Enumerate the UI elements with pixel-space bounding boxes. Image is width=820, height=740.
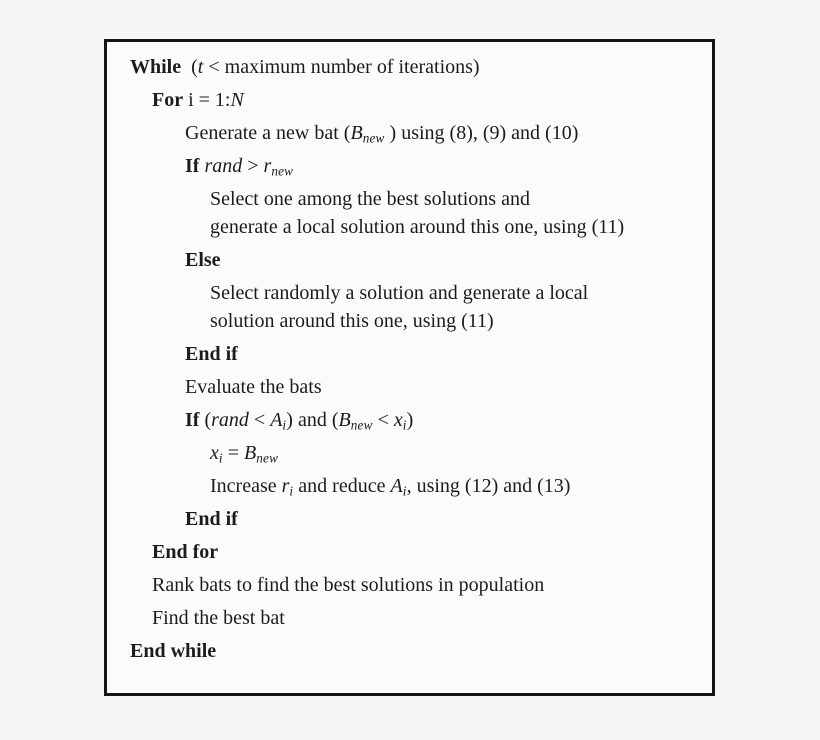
pseudocode-text: Else bbox=[185, 249, 221, 271]
pseudocode-text: i = 1: bbox=[183, 89, 231, 111]
pseudocode-text: If bbox=[185, 409, 200, 431]
pseudocode-text: solution around this one, using (11) bbox=[210, 310, 494, 332]
pseudocode-text: B bbox=[244, 442, 257, 464]
pseudocode-text: Increase bbox=[210, 475, 282, 497]
pseudocode-text: , using (12) and (13) bbox=[406, 475, 571, 497]
pseudocode-line bbox=[130, 53, 698, 81]
pseudocode-line bbox=[130, 637, 698, 665]
pseudocode-lines bbox=[130, 53, 698, 665]
pseudocode-line bbox=[130, 538, 698, 566]
pseudocode-text: < bbox=[248, 409, 271, 431]
pseudocode-text: rand bbox=[204, 155, 243, 177]
pseudocode-text: N bbox=[230, 89, 244, 111]
pseudocode-text: If bbox=[185, 155, 200, 177]
pseudocode-text: and reduce bbox=[293, 475, 391, 497]
pseudocode-line bbox=[130, 152, 698, 180]
pseudocode-text: Rank bats to find the best solutions in population bbox=[152, 574, 545, 596]
pseudocode-text: r bbox=[263, 155, 272, 177]
pseudocode-text: B bbox=[350, 122, 363, 144]
pseudocode-text: rand bbox=[211, 409, 249, 431]
subscript-text: i bbox=[218, 450, 223, 466]
pseudocode-text: End while bbox=[130, 640, 217, 662]
pseudocode-text: ) and ( bbox=[286, 409, 339, 431]
pseudocode-box bbox=[104, 39, 715, 696]
pseudocode-line bbox=[130, 604, 698, 632]
pseudocode-line bbox=[130, 505, 698, 533]
pseudocode-text: ) using (8), (9) and (10) bbox=[384, 122, 579, 144]
pseudocode-line bbox=[130, 571, 698, 599]
pseudocode-text: = bbox=[222, 442, 245, 464]
pseudocode-line bbox=[130, 119, 698, 147]
pseudocode-text: Select one among the best solutions and bbox=[210, 188, 530, 210]
pseudocode-text: End if bbox=[185, 343, 238, 365]
pseudocode-line bbox=[130, 340, 698, 368]
pseudocode-text: < maximum number of iterations) bbox=[203, 56, 480, 78]
pseudocode-line bbox=[130, 406, 698, 434]
pseudocode-text: > bbox=[242, 155, 264, 177]
pseudocode-text: x bbox=[393, 409, 403, 431]
pseudocode-line bbox=[130, 86, 698, 114]
pseudocode-text: ( bbox=[199, 409, 212, 431]
pseudocode-line bbox=[130, 472, 698, 500]
pseudocode-text: Generate a new bat ( bbox=[185, 122, 351, 144]
pseudocode-text: A bbox=[270, 409, 283, 431]
subscript-text: new bbox=[362, 130, 385, 146]
pseudocode-text: < bbox=[372, 409, 394, 431]
pseudocode-text: generate a local solution around this one, using (11) bbox=[210, 216, 625, 238]
pseudocode-text: End for bbox=[152, 541, 219, 563]
pseudocode-text: Select randomly a solution and generate a local bbox=[210, 282, 589, 304]
subscript-text: i bbox=[289, 483, 294, 499]
pseudocode-text: End if bbox=[185, 508, 238, 530]
pseudocode-line bbox=[130, 373, 698, 401]
pseudocode-line bbox=[130, 439, 698, 467]
pseudocode-text: x bbox=[210, 442, 219, 464]
pseudocode-text: ( bbox=[181, 56, 198, 78]
pseudocode-text: t bbox=[197, 56, 204, 78]
subscript-text: new bbox=[350, 417, 373, 433]
pseudocode-line bbox=[130, 185, 698, 213]
pseudocode-text: Find the best bat bbox=[152, 607, 285, 629]
pseudocode-line bbox=[130, 246, 698, 274]
pseudocode-line bbox=[130, 279, 698, 307]
pseudocode-text: While bbox=[130, 56, 182, 78]
pseudocode-line bbox=[130, 307, 698, 335]
pseudocode-text: For bbox=[152, 89, 184, 111]
pseudocode-text: Evaluate the bats bbox=[185, 376, 322, 398]
subscript-text: i bbox=[402, 417, 407, 433]
subscript-text: new bbox=[271, 163, 294, 179]
pseudocode-text: ) bbox=[406, 409, 414, 431]
pseudocode-text: B bbox=[338, 409, 351, 431]
subscript-text: i bbox=[402, 483, 407, 499]
pseudocode-text: r bbox=[281, 475, 290, 497]
pseudocode-line bbox=[130, 213, 698, 241]
pseudocode-text: A bbox=[390, 475, 403, 497]
subscript-text: i bbox=[282, 417, 287, 433]
subscript-text: new bbox=[256, 450, 279, 466]
